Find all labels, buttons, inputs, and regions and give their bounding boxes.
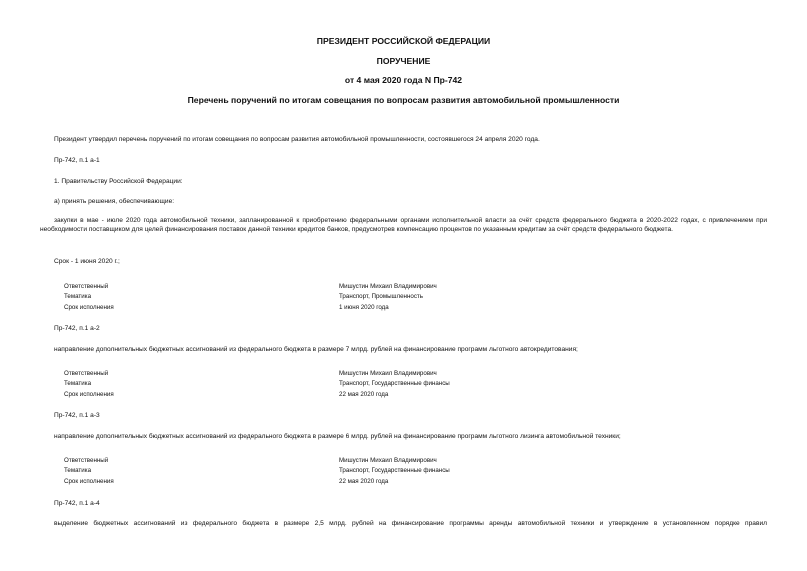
item-1-heading: 1. Правительству Российской Федерации:: [54, 178, 183, 185]
paragraph-a4: выделение бюджетных ассигнований из федерального бюджета в размере 2,5 млрд. рублей на финансирование программы аренды автомобильной техники и утверждение в установленном порядке правил: [54, 520, 767, 527]
paragraph-a3: направление дополнительных бюджетных ассигнований из федерального бюджета в размере 6 млрд. рублей на финансирование программ льготного лизинга автомобильной техники;: [54, 433, 621, 440]
responsible-value: Мишустин Михаил Владимирович: [339, 370, 437, 377]
document-title: Перечень поручений по итогам совещания по вопросам развития автомобильной промышленности: [187, 95, 620, 105]
intro-paragraph: Президент утвердил перечень поручений по итогам совещания по вопросам развития автомобильной промышленности, состоявшегося 24 апреля 2020 года.: [54, 136, 540, 143]
deadline-label: Срок исполнения: [64, 391, 114, 398]
deadline-value: 22 мая 2020 года: [339, 391, 389, 398]
responsible-label: Ответственный: [64, 457, 109, 464]
reference-a1: Пр-742, п.1 а-1: [54, 157, 100, 164]
deadline-value: 22 мая 2020 года: [339, 478, 389, 485]
reference-a4: Пр-742, п.1 а-4: [54, 500, 100, 507]
topic-label: Тематика: [64, 380, 92, 387]
topic-value: Транспорт, Государственные финансы: [339, 467, 450, 474]
reference-a3: Пр-742, п.1 а-3: [54, 412, 100, 419]
item-a-heading: а) принять решения, обеспечивающие:: [54, 198, 175, 205]
responsible-label: Ответственный: [64, 283, 109, 290]
reference-a2: Пр-742, п.1 а-2: [54, 325, 100, 332]
responsible-value: Мишустин Михаил Владимирович: [339, 283, 437, 290]
paragraph-a1: закупки в мае - июле 2020 года автомобильной техники, запланированной к приобретению федеральными органами исполнительной власти за счёт средств федерального бюджета в 2020-2022 годах, с привлечением при необходимости поставщиком для целей финансирования поставок данной техники кредитов банков, предусмотрев компенсацию процентов по указанным кредитам за счёт средств федерального бюджета.: [40, 217, 767, 233]
document-date-number: от 4 мая 2020 года N Пр-742: [344, 75, 463, 85]
deadline-label: Срок исполнения: [64, 478, 114, 485]
responsible-label: Ответственный: [64, 370, 109, 377]
document-type: ПОРУЧЕНИЕ: [376, 56, 431, 66]
topic-label: Тематика: [64, 293, 92, 300]
paragraph-a2: направление дополнительных бюджетных ассигнований из федерального бюджета в размере 7 млрд. рублей на финансирование программ льготного автокредитования;: [54, 346, 578, 353]
deadline-label: Срок исполнения: [64, 304, 114, 311]
topic-value: Транспорт, Государственные финансы: [339, 380, 450, 387]
topic-value: Транспорт, Промышленность: [339, 293, 423, 300]
document-issuer: ПРЕЗИДЕНТ РОССИЙСКОЙ ФЕДЕРАЦИИ: [316, 36, 491, 46]
responsible-value: Мишустин Михаил Владимирович: [339, 457, 437, 464]
deadline-a1: Срок - 1 июня 2020 г.;: [54, 258, 120, 265]
topic-label: Тематика: [64, 467, 92, 474]
deadline-value: 1 июня 2020 года: [339, 304, 389, 311]
